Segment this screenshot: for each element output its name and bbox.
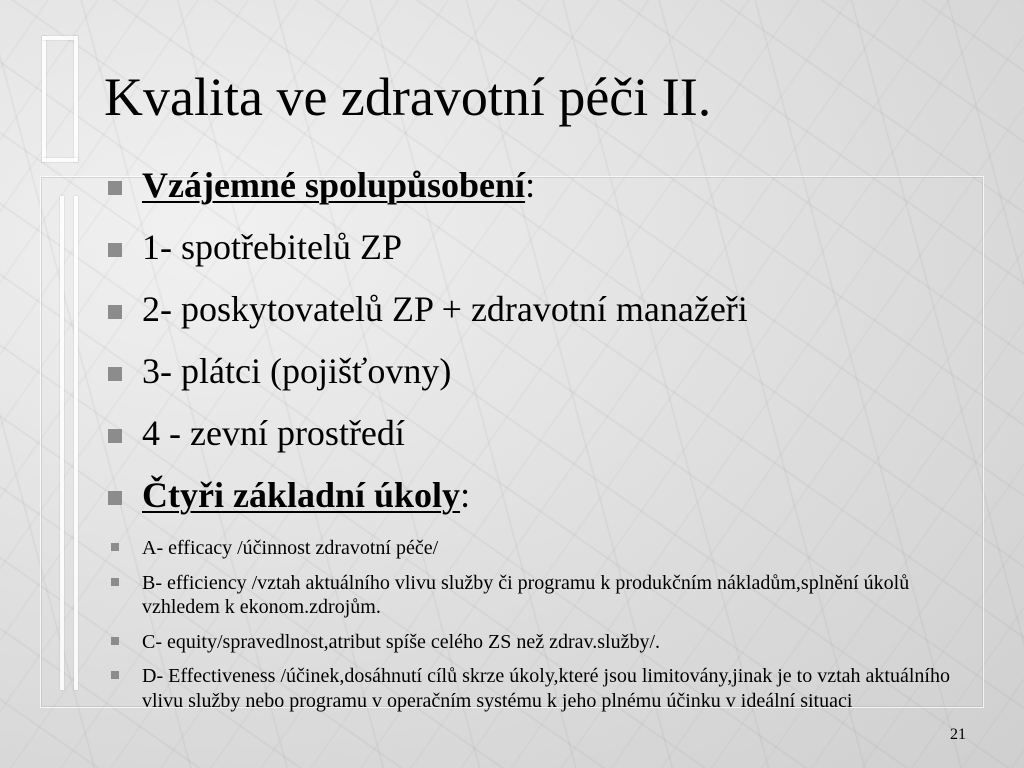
square-bullet-icon <box>111 578 119 586</box>
bullet-item <box>108 288 988 350</box>
slide-title: Kvalita ve zdravotní péči II. <box>104 67 712 127</box>
bullet-text: 4 - zevní prostředí <box>142 413 405 453</box>
bullet-text: Vzájemné spolupůsobení <box>142 165 526 205</box>
square-bullet-icon <box>108 491 122 505</box>
bullet-item <box>108 412 988 474</box>
page-number: 21 <box>950 726 966 743</box>
bullet-text: A- efficacy /účinnost zdravotní péče/ <box>142 537 439 559</box>
bullet-heading-tasks <box>108 474 988 536</box>
bullet-suffix: : <box>525 165 536 205</box>
bullet-text: C- equity/spravedlnost,atribut spíše celého ZS než zdrav.služby/. <box>142 630 661 653</box>
decorative-frame-line <box>42 158 78 162</box>
bullet-text: B- efficiency /vztah aktuálního vlivu služby či programu k produkčním nákladům,splnění úkolů vzhledem k ekonom.zdrojům. <box>142 571 910 619</box>
bullet-list <box>108 164 988 724</box>
bullet-suffix: : <box>460 475 471 515</box>
bullet-text: 1- spotřebitelů ZP <box>142 227 402 267</box>
square-bullet-icon <box>111 671 119 679</box>
bullet-item-small <box>108 571 988 620</box>
decorative-frame-line <box>42 36 78 40</box>
square-bullet-icon <box>108 305 122 319</box>
decorative-frame-line <box>74 36 78 162</box>
bullet-text: 2- poskytovatelů ZP + zdravotní manažeři <box>142 289 748 329</box>
square-bullet-icon <box>108 181 122 195</box>
bullet-item-small <box>108 664 988 713</box>
bullet-text: D- Effectiveness /účinek,dosáhnutí cílů skrze úkoly,které jsou limitovány,jinak je to vztah aktuálního vlivu služby nebo programu v operačním systému k jeho plnému účinku v ideální situaci <box>142 665 950 712</box>
decorative-frame-line <box>42 36 46 162</box>
square-bullet-icon <box>108 367 122 381</box>
square-bullet-icon <box>108 429 122 443</box>
square-bullet-icon <box>111 543 119 551</box>
square-bullet-icon <box>108 243 122 257</box>
bullet-item <box>108 226 988 288</box>
bullet-text: 3- plátci (pojišťovny) <box>142 351 452 391</box>
square-bullet-icon <box>111 637 119 645</box>
bullet-item-small <box>108 630 988 655</box>
bullet-text: Čtyři základní úkoly <box>142 475 461 515</box>
bullet-item <box>108 350 988 412</box>
bullet-heading-interaction <box>108 164 988 226</box>
bullet-item-small <box>108 536 988 561</box>
